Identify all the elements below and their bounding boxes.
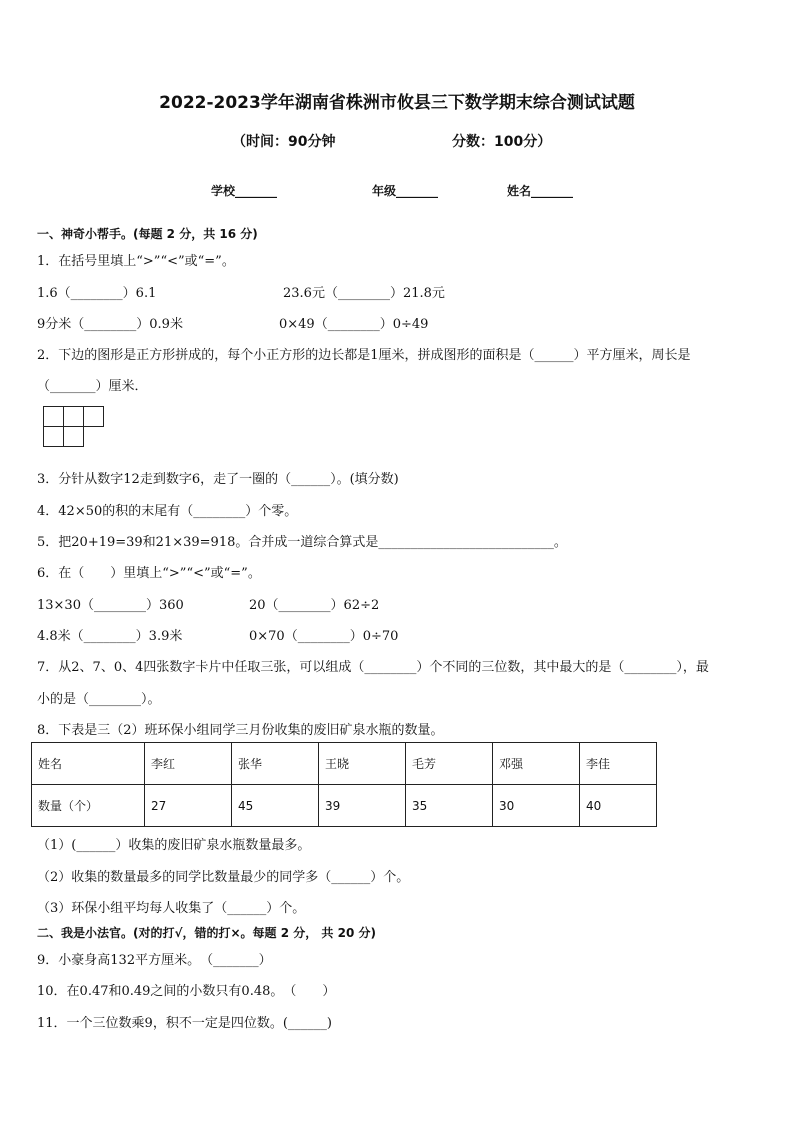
table-cell: 毛芳 bbox=[406, 743, 493, 785]
question-9: 9．小豪身高132平方厘米。 （_______） bbox=[37, 953, 272, 968]
question-6a: 13×30（________）360 bbox=[37, 598, 184, 613]
school-field: 学校_______ bbox=[211, 184, 278, 198]
question-5: 5．把20+19=39和21×39=918。合并成一道综合算式是___________________________。 bbox=[37, 535, 567, 550]
table-cell: 45 bbox=[232, 785, 319, 827]
question-1d: 0×49（________）0÷49 bbox=[279, 317, 429, 332]
grade-field: 年级_______ bbox=[372, 184, 439, 198]
question-1c: 9分米（________）0.9米 bbox=[37, 317, 183, 332]
table-cell: 39 bbox=[319, 785, 406, 827]
exam-time: （时间：90分钟 bbox=[232, 134, 336, 150]
table-cell: 邓强 bbox=[493, 743, 580, 785]
question-8-2: （2）收集的数量最多的同学比数量最少的同学多（______）个。 bbox=[37, 870, 410, 885]
question-2-line1: 2．下边的图形是正方形拼成的，每个小正方形的边长都是1厘米，拼成图形的面积是（______）平方厘米，周长是 bbox=[37, 348, 691, 363]
table-cell: 张华 bbox=[232, 743, 319, 785]
figure-square bbox=[63, 406, 84, 427]
question-10: 10．在0.47和0.49之间的小数只有0.48。 （ ） bbox=[37, 984, 336, 999]
section-2-heading: 二、我是小法官。(对的打√，错的打×。每题 2 分， 共 20 分) bbox=[37, 926, 376, 940]
table-cell: 27 bbox=[145, 785, 232, 827]
question-11: 11．一个三位数乘9，积不一定是四位数。(______) bbox=[37, 1016, 332, 1031]
table-cell: 李红 bbox=[145, 743, 232, 785]
table-cell: 李佳 bbox=[580, 743, 657, 785]
figure-square bbox=[43, 426, 64, 447]
table-cell: 姓名 bbox=[32, 743, 145, 785]
figure-square bbox=[43, 406, 64, 427]
figure-square bbox=[83, 406, 104, 427]
table-row bbox=[32, 785, 657, 827]
section-1-heading: 一、神奇小帮手。(每题 2 分，共 16 分) bbox=[37, 227, 258, 241]
table-cell: 数量（个） bbox=[32, 785, 145, 827]
question-1: 1．在括号里填上“>”“<”或“=”。 bbox=[37, 254, 235, 269]
question-7-line2: 小的是（________）。 bbox=[37, 692, 161, 707]
table-cell: 40 bbox=[580, 785, 657, 827]
question-1b: 23.6元（________）21.8元 bbox=[283, 286, 445, 301]
question-6b: 20（________）62÷2 bbox=[249, 598, 380, 613]
figure-square bbox=[63, 426, 84, 447]
question-8-3: （3）环保小组平均每人收集了（______）个。 bbox=[37, 901, 306, 916]
question-8-1: （1）(______）收集的废旧矿泉水瓶数量最多。 bbox=[37, 838, 311, 853]
question-6c: 4.8米（________）3.9米 bbox=[37, 629, 183, 644]
question-6: 6．在（ ）里填上“>”“<”或“=”。 bbox=[37, 566, 261, 581]
question-7-line1: 7．从2、7、0、4四张数字卡片中任取三张，可以组成（________）个不同的三位数，其中最大的是（________），最 bbox=[37, 660, 709, 675]
table-cell: 30 bbox=[493, 785, 580, 827]
question-3: 3．分针从数字12走到数字6，走了一圈的（______）。(填分数) bbox=[37, 472, 399, 487]
table-row bbox=[32, 743, 657, 785]
question-1a: 1.6（________）6.1 bbox=[37, 286, 157, 301]
question-4: 4．42×50的积的末尾有（________）个零。 bbox=[37, 504, 298, 519]
table-cell: 35 bbox=[406, 785, 493, 827]
question-2-line2: （_______）厘米． bbox=[37, 379, 148, 394]
question-8: 8．下表是三（2）班环保小组同学三月份收集的废旧矿泉水瓶的数量。 bbox=[37, 723, 444, 738]
exam-score: 分数：100分） bbox=[452, 134, 552, 150]
exam-title: 2022-2023学年湖南省株洲市攸县三下数学期末综合测试试题 bbox=[159, 93, 635, 113]
table-cell: 王晓 bbox=[319, 743, 406, 785]
question-6d: 0×70（________）0÷70 bbox=[249, 629, 399, 644]
bottle-table bbox=[31, 742, 657, 827]
name-field: 姓名_______ bbox=[507, 184, 574, 198]
